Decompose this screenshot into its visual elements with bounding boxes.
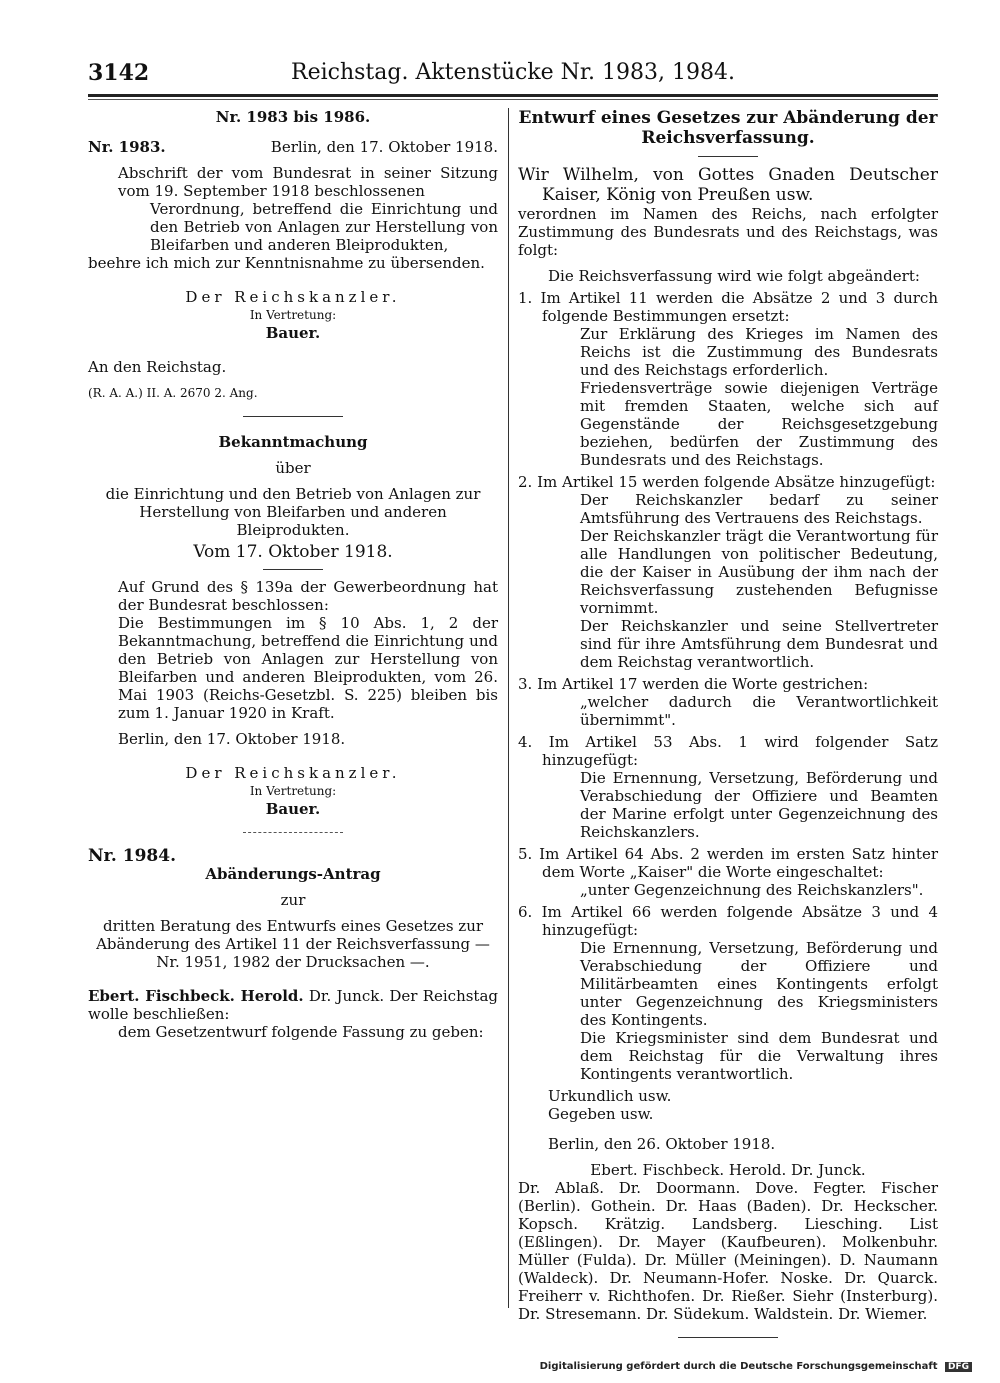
item-2-para-3: Der Reichskanzler und seine Stellvertreter sind für ihre Amtsführung dem Bundesrat und dem Reichstag verantwortlich. (580, 617, 938, 671)
item-3-para-1: „welcher dadurch die Verantwortlichkeit übernimmt". (580, 693, 938, 729)
zur-label: zur (280, 891, 306, 909)
item-1-head: 1. Im Artikel 11 werden die Absätze 2 und 3 durch folgende Bestimmungen ersetzt: (518, 289, 938, 325)
section-heading: Nr. 1983 bis 1986. (215, 108, 371, 126)
bestimmungen-text: Die Bestimmungen im § 10 Abs. 1, 2 der Bekanntmachung, betreffend die Einrichtung und den Betrieb von Anlagen zur Herstellung von Bleifarben und anderen Bleiprodukten, vom 26. Mai 1903 (Reichs-Gesetzbl. S. 225) bleiben bis zum 1. Januar 1920 in Kraft. (118, 614, 498, 722)
bauer-signature (88, 324, 498, 342)
antragsteller-tail: Dr. Junck. Der Reichstag wolle beschließen: (88, 987, 499, 1023)
berlin-date-right: Berlin, den 26. Oktober 1918. (548, 1135, 776, 1153)
berlin-date-2: Berlin, den 17. Oktober 1918. (118, 730, 346, 748)
item-6-head: 6. Im Artikel 66 werden folgende Absätze 3 und 4 hinzugefügt: (518, 903, 938, 939)
item-2-para-1: Der Reichskanzler bedarf zu seiner Amtsführung des Vertrauens des Reichstags. (580, 491, 938, 527)
gegeben-text: Gegeben usw. (548, 1105, 654, 1123)
item-6-para-1: Die Ernennung, Versetzung, Beförderung und Verabschiedung der Offiziere und Militärbeamten eines Kontingents erfolgt unter Gegenzeichnung des Kriegsministers des Kontingents. (580, 939, 938, 1029)
nr1983-line (88, 138, 498, 156)
header-rule (88, 94, 938, 97)
left-column (88, 108, 498, 1041)
header-rule-thin (88, 99, 938, 100)
bauer-name: Bauer. (265, 324, 321, 342)
entwurf-title: Entwurf eines Gesetzes zur Abänderung der Reichsverfassung. (518, 108, 938, 148)
item-1-para-2: Friedensverträge sowie diejenigen Verträge mit fremden Staaten, welche sich auf Gegenstände der Reichsgesetzgebung beziehen, bedürfen der Zustimmung des Bundesrats und des Reichstags. (580, 379, 938, 469)
vertretung-label-2: In Vertretung: (249, 784, 337, 798)
nr1984-text: Nr. 1984. (88, 846, 177, 866)
column-divider (508, 108, 509, 1308)
addressee: An den Reichstag. (88, 358, 227, 376)
item-5-head: 5. Im Artikel 64 Abs. 2 werden im ersten Satz hinter dem Worte „Kaiser" die Worte eingeschaltet: (518, 845, 938, 881)
bekanntmachung-subtitle: die Einrichtung und den Betrieb von Anlagen zur Herstellung von Bleifarben und anderen Bleiprodukten. (105, 485, 481, 539)
nr1983-label: Nr. 1983. (88, 138, 166, 156)
item-2-head: 2. Im Artikel 15 werden folgende Absätze hinzugefügt: (518, 473, 936, 491)
signatories-list: Dr. Ablaß. Dr. Doormann. Dove. Fegter. Fischer (Berlin). Gothein. Dr. Haas (Baden). Dr. Heckscher. Kopsch. Krätzig. Landsberg. Liesching. List (Eßlingen). Dr. Mayer (Kaufbeuren). Molkenbuhr. Müller (Fulda). Dr. Müller (Meiningen). D. Naumann (Waldeck). Dr. Neumann-Hofer. Noske. Dr. Quarck. Freiherr v. Richthofen. Dr. Rießer. Siehr (Insterburg). Dr. Stresemann. Dr. Südekum. Waldstein. Dr. Wiemer. (518, 1179, 938, 1323)
bauer-signature-2 (88, 800, 498, 818)
item-4-head: 4. Im Artikel 53 Abs. 1 wird folgender Satz hinzugefügt: (518, 733, 938, 769)
abschrift-text: Abschrift der vom Bundesrat in seiner Sitzung vom 19. September 1918 beschlossenen (118, 164, 498, 200)
footer-credit (540, 1361, 972, 1372)
short-divider (263, 569, 323, 570)
nr1984-label (88, 847, 498, 865)
bekanntmachung-date: Vom 17. Oktober 1918. (193, 542, 393, 562)
urkundlich-text: Urkundlich usw. (548, 1087, 672, 1105)
wir-wilhelm: Wir Wilhelm, von Gottes Gnaden Deutscher Kaiser, König von Preußen usw. (518, 165, 938, 205)
item-5-para-1: „unter Gegenzeichnung des Reichskanzlers". (580, 881, 924, 899)
page-header (88, 58, 938, 94)
aufgrund-text: Auf Grund des § 139a der Gewerbeordnung hat der Bundesrat beschlossen: (118, 578, 498, 614)
vertretung-label: In Vertretung: (249, 308, 337, 322)
reference-number: (R. A. A.) II. A. 2670 2. Ang. (88, 386, 258, 400)
item-4-para-1: Die Ernennung, Versetzung, Beförderung und Verabschiedung der Offiziere und Beamten der Marine erfolgt unter Gegenzeichnung des Reichskanzlers. (580, 769, 938, 841)
item-3-head: 3. Im Artikel 17 werden die Worte gestrichen: (518, 675, 869, 693)
antragsteller (88, 987, 498, 1023)
verordnen-text: verordnen im Namen des Reichs, nach erfolgter Zustimmung des Bundesrats und des Reichstags, was folgt: (518, 205, 938, 259)
footer-text: Digitalisierung gefördert durch die Deutsche Forschungsgemeinschaft (539, 1361, 938, 1372)
bekanntmachung-title: Bekanntmachung (218, 433, 368, 451)
page-number: 3142 (88, 60, 150, 86)
antrag-title: Abänderungs-Antrag (205, 865, 381, 883)
ueber-label: über (275, 459, 311, 477)
section-divider (243, 416, 343, 417)
item-2-para-2: Der Reichskanzler trägt die Verantwortung für alle Handlungen von politischer Bedeutung, die der Kaiser in Ausübung der ihm nach der Reichsverfassung zustehenden Befugnisse vornimmt. (580, 527, 938, 617)
dfg-logo: DFG (945, 1362, 972, 1372)
reichskanzler-signature-2: Der Reichskanzler. (185, 764, 401, 782)
nr1983-date: Berlin, den 17. Oktober 1918. (270, 138, 498, 156)
bauer-name-2: Bauer. (265, 800, 321, 818)
signature-line-1: Ebert. Fischbeck. Herold. Dr. Junck. (590, 1161, 866, 1179)
antragsteller-names: Ebert. Fischbeck. Herold. (88, 987, 304, 1005)
gesetzentwurf-text: dem Gesetzentwurf folgende Fassung zu geben: (118, 1023, 484, 1041)
right-column (518, 108, 938, 1352)
antrag-subtitle: dritten Beratung des Entwurfs eines Gesetzes zur Abänderung des Artikel 11 der Reichsverfassung — Nr. 1951, 1982 der Drucksachen —. (96, 917, 490, 971)
end-divider (678, 1337, 778, 1338)
dotted-divider (243, 832, 343, 833)
verordnung-text: Verordnung, betreffend die Einrichtung und den Betrieb von Anlagen zur Herstellung von Bleifarben und anderen Bleiprodukten, (150, 200, 498, 254)
beehre-text: beehre ich mich zur Kenntnisnahme zu übersenden. (88, 254, 485, 272)
running-head: Reichstag. Aktenstücke Nr. 1983, 1984. (291, 60, 735, 85)
intro-text: Die Reichsverfassung wird wie folgt abgeändert: (548, 267, 920, 285)
short-divider-right (698, 156, 758, 157)
item-6-para-2: Die Kriegsminister sind dem Bundesrat und dem Reichstag für die Verwaltung ihres Kontingents verantwortlich. (580, 1029, 938, 1083)
item-1-para-1: Zur Erklärung des Krieges im Namen des Reichs ist die Zustimmung des Bundesrats und des Reichstags erforderlich. (580, 325, 938, 379)
reichskanzler-signature: Der Reichskanzler. (185, 288, 401, 306)
